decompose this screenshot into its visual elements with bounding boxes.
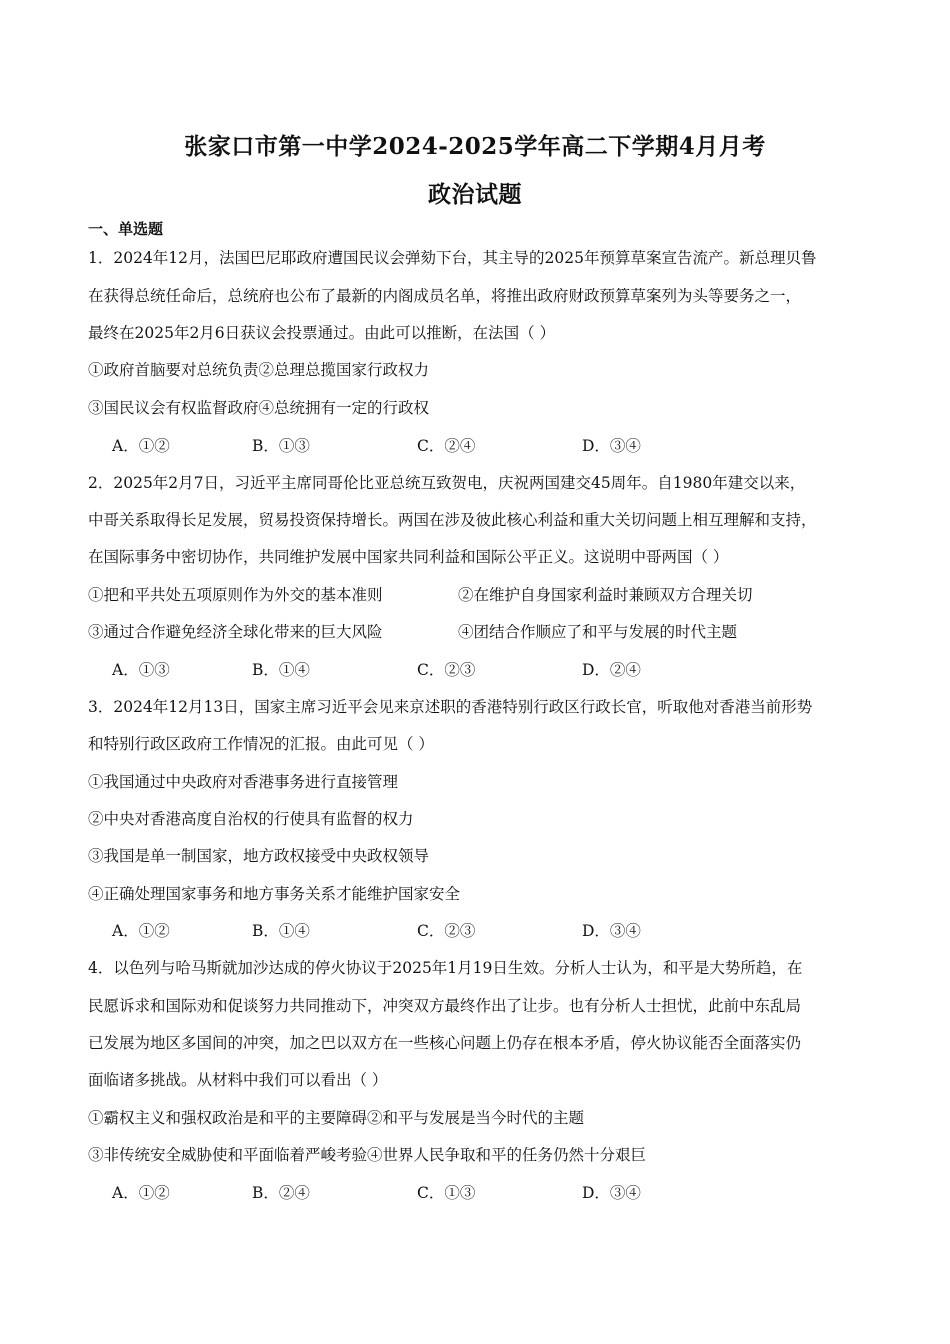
statement-line: ③我国是单一制国家，地方政权接受中央政权领导 (88, 847, 430, 865)
choice-d: D．③④ (582, 922, 641, 940)
choice-a: A．①② (112, 922, 170, 940)
question-text-line: 4．以色列与哈马斯就加沙达成的停火协议于2025年1月19日生效。分析人士认为，和平是大势所趋，在 (88, 959, 803, 977)
statement-line: ③通过合作避免经济全球化带来的巨大风险 (88, 623, 383, 641)
section-heading: 一、单选题 (88, 220, 164, 238)
choice-d: D．②④ (582, 661, 641, 679)
choice-a: A．①② (112, 437, 170, 455)
choice-c: C．②④ (417, 437, 476, 455)
choice-b: B．②④ (252, 1184, 310, 1202)
question-text-line: 在国际事务中密切协作，共同维护发展中国家共同利益和国际公平正义。这说明中哥两国（ ） (88, 548, 729, 566)
statement-line: ①我国通过中央政府对香港事务进行直接管理 (88, 773, 399, 791)
question-text-line: 2．2025年2月7日，习近平主席同哥伦比亚总统互致贺电，庆祝两国建交45周年。自1980年建交以来， (88, 474, 806, 492)
question-text-line: 面临诸多挑战。从材料中我们可以看出（ ） (88, 1071, 388, 1089)
statement-line: ①把和平共处五项原则作为外交的基本准则 (88, 586, 383, 604)
choice-b: B．①③ (252, 437, 310, 455)
statement-line: ④团结合作顺应了和平与发展的时代主题 (458, 623, 738, 641)
question-text-line: 1．2024年12月，法国巴尼耶政府遭国民议会弹劾下台，其主导的2025年预算草案宣告流产。新总理贝鲁 (88, 249, 817, 267)
choice-c: C．②③ (417, 922, 476, 940)
statement-line: ③非传统安全威胁使和平面临着严峻考验④世界人民争取和平的任务仍然十分艰巨 (88, 1146, 647, 1164)
question-text-line: 民愿诉求和国际劝和促谈努力共同推动下，冲突双方最终作出了让步。也有分析人士担忧，此前中东乱局 (88, 997, 802, 1015)
question-text-line: 和特别行政区政府工作情况的汇报。由此可见（ ） (88, 735, 434, 753)
choice-d: D．③④ (582, 437, 641, 455)
question-text-line: 在获得总统任命后，总统府也公布了最新的内阁成员名单，将推出政府财政预算草案列为头等要务之一， (88, 287, 802, 305)
choice-c: C．①③ (417, 1184, 476, 1202)
choice-b: B．①④ (252, 922, 310, 940)
statement-line: ④正确处理国家事务和地方事务关系才能维护国家安全 (88, 885, 461, 903)
question-text-line: 中哥关系取得长足发展，贸易投资保持增长。两国在涉及彼此核心利益和重大关切问题上相互理解和支持， (88, 511, 817, 529)
statement-line: ②中央对香港高度自治权的行使具有监督的权力 (88, 810, 414, 828)
statement-line: ①霸权主义和强权政治是和平的主要障碍②和平与发展是当今时代的主题 (88, 1109, 585, 1127)
exam-title: 张家口市第一中学2024-2025学年高二下学期4月月考 (184, 133, 766, 160)
exam-subtitle: 政治试题 (428, 181, 522, 208)
question-text-line: 最终在2025年2月6日获议会投票通过。由此可以推断，在法国（ ） (88, 324, 556, 342)
choice-a: A．①② (112, 1184, 170, 1202)
choice-a: A．①③ (112, 661, 170, 679)
statement-line: ①政府首脑要对总统负责②总理总揽国家行政权力 (88, 361, 430, 379)
choice-b: B．①④ (252, 661, 310, 679)
statement-line: ③国民议会有权监督政府④总统拥有一定的行政权 (88, 399, 430, 417)
choice-d: D．③④ (582, 1184, 641, 1202)
question-text-line: 3．2024年12月13日，国家主席习近平会见来京述职的香港特别行政区行政长官，听取他对香港当前形势 (88, 698, 813, 716)
question-text-line: 已发展为地区多国间的冲突，加之巴以双方在一些核心问题上仍存在根本矛盾，停火协议能否全面落实仍 (88, 1034, 802, 1052)
choice-c: C．②③ (417, 661, 476, 679)
statement-line: ②在维护自身国家利益时兼顾双方合理关切 (458, 586, 753, 604)
